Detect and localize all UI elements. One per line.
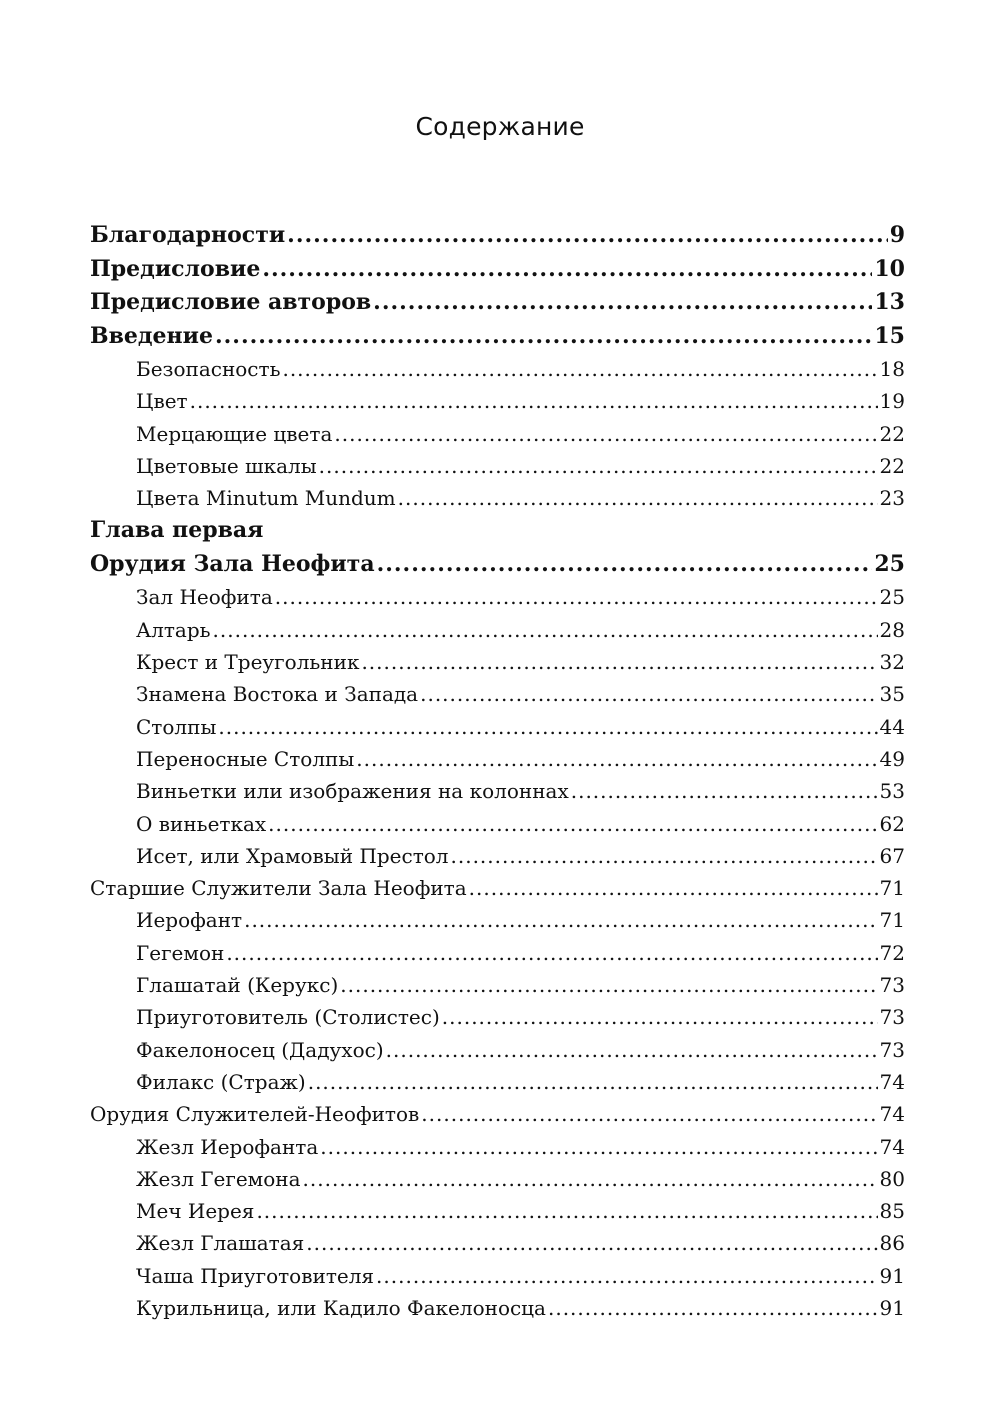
toc-entry-label: Жезл Иерофанта — [136, 1134, 319, 1159]
toc-entry[interactable] — [90, 937, 905, 969]
toc-dot-leader — [373, 286, 872, 320]
toc-entry-label: Курильница, или Кадило Факелоносца — [136, 1296, 546, 1321]
toc-entry-label: Жезл Глашатая — [136, 1231, 305, 1256]
toc-page-number: 22 — [879, 453, 905, 478]
toc-entry-label: Крест и Треугольник — [136, 650, 360, 675]
toc-entry-label: О виньетках — [136, 811, 267, 836]
toc-dot-leader — [256, 1195, 877, 1227]
toc-entry[interactable] — [90, 1098, 905, 1130]
toc-entry-label: Цвет — [136, 389, 188, 414]
toc-dot-leader — [190, 385, 878, 417]
toc-page-number: 80 — [879, 1166, 905, 1191]
toc-entry-label: Глава первая — [90, 517, 264, 544]
toc-dot-leader — [356, 743, 877, 775]
toc-entry-label: Зал Неофита — [136, 585, 273, 610]
toc-page-number: 28 — [879, 617, 905, 642]
toc-entry-label: Глашатай (Керукс) — [136, 973, 339, 998]
toc-entry[interactable] — [90, 808, 905, 840]
toc-page-number: 13 — [874, 289, 905, 315]
toc-page-number: 72 — [879, 940, 905, 965]
toc-dot-leader — [262, 253, 872, 287]
toc-entry-label: Жезл Гегемона — [136, 1166, 301, 1191]
toc-entry-label: Цвета Minutum Mundum — [136, 486, 396, 511]
toc-entry-label: Предисловие авторов — [90, 289, 372, 315]
toc-entry-label: Иерофант — [136, 908, 243, 933]
toc-page-number: 73 — [879, 1037, 905, 1062]
toc-dot-leader — [306, 1227, 877, 1259]
toc-entry-label: Старшие Служители Зала Неофита — [90, 876, 467, 901]
toc-dot-leader — [340, 969, 877, 1001]
toc-page-number: 35 — [879, 682, 905, 707]
toc-page-number: 9 — [889, 222, 905, 248]
toc-entry[interactable] — [90, 1227, 905, 1259]
toc-entry-label: Благодарности — [90, 222, 286, 248]
toc-entry[interactable] — [90, 548, 905, 582]
toc-dot-leader — [469, 872, 878, 904]
toc-entry[interactable] — [90, 1195, 905, 1227]
toc-dot-leader — [308, 1066, 878, 1098]
toc-dot-leader — [420, 678, 877, 710]
toc-entry[interactable] — [90, 1292, 905, 1324]
toc-page-number: 73 — [879, 973, 905, 998]
toc-entry-label: Орудия Зала Неофита — [90, 550, 375, 577]
toc-dot-leader — [268, 808, 877, 840]
toc-entry[interactable] — [90, 840, 905, 872]
toc-entry[interactable] — [90, 775, 905, 807]
toc-dot-leader — [377, 548, 873, 582]
toc-entry[interactable] — [90, 743, 905, 775]
toc-entry[interactable] — [90, 482, 905, 514]
toc-dot-leader — [319, 450, 878, 482]
toc-page-number: 74 — [879, 1069, 905, 1094]
toc-dot-leader — [386, 1034, 878, 1066]
toc-entry[interactable] — [90, 253, 905, 287]
toc-entry[interactable] — [90, 320, 905, 354]
toc-dot-leader — [303, 1163, 878, 1195]
toc-dot-leader — [213, 614, 878, 646]
toc-page-number: 71 — [879, 876, 905, 901]
toc-entry-label: Меч Иерея — [136, 1199, 255, 1224]
toc-page-number: 91 — [879, 1296, 905, 1321]
toc-entry-label: Предисловие — [90, 255, 261, 282]
toc-page-number: 74 — [879, 1102, 905, 1127]
toc-dot-leader — [215, 320, 872, 354]
toc-dot-leader — [218, 711, 877, 743]
toc-entry[interactable] — [90, 418, 905, 450]
toc-page-number: 67 — [879, 843, 905, 868]
toc-entry[interactable] — [90, 614, 905, 646]
toc-entry[interactable] — [90, 1260, 905, 1292]
toc-page-number: 71 — [879, 908, 905, 933]
toc-entry-label: Введение — [90, 322, 213, 349]
toc-entry-label: Виньетки или изображения на колоннах — [136, 779, 569, 804]
toc-entry[interactable] — [90, 678, 905, 710]
toc-entry[interactable] — [90, 969, 905, 1001]
toc-entry-label: Гегемон — [136, 940, 225, 965]
toc-dot-leader — [571, 775, 878, 807]
toc-page-number: 10 — [874, 255, 905, 282]
toc-page-number: 22 — [879, 421, 905, 446]
toc-entry-label: Филакс (Страж) — [136, 1069, 306, 1094]
toc-page-number: 62 — [879, 811, 905, 836]
toc-entry[interactable] — [90, 1131, 905, 1163]
toc-page-number: 18 — [879, 357, 905, 381]
toc-entry[interactable] — [90, 1001, 905, 1033]
toc-entry-label: Исет, или Храмовый Престол — [136, 843, 449, 868]
toc-entry-label: Факелоносец (Дадухос) — [136, 1037, 384, 1062]
toc-entry[interactable] — [90, 286, 905, 320]
toc-page-number: 25 — [879, 585, 905, 610]
toc-entry[interactable] — [90, 904, 905, 936]
toc-entry-label: Чаша Приуготовителя — [136, 1263, 375, 1288]
toc-page-number: 74 — [879, 1134, 905, 1159]
toc-page-number: 23 — [879, 486, 905, 511]
toc-entry-label: Цветовые шкалы — [136, 453, 317, 478]
toc-chapter-heading — [90, 514, 905, 548]
toc-entry-label: Знамена Востока и Запада — [136, 682, 419, 707]
toc-entry[interactable] — [90, 1163, 905, 1195]
toc-dot-leader — [421, 1098, 877, 1130]
page-title: Содержание — [415, 112, 585, 141]
toc-dot-leader — [451, 840, 878, 872]
toc-entry[interactable] — [90, 450, 905, 482]
toc-entry-label: Переносные Столпы — [136, 746, 355, 771]
toc-entry-label: Приуготовитель (Столистес) — [136, 1005, 440, 1030]
toc-entry[interactable] — [90, 646, 905, 678]
toc-page-number: 49 — [879, 746, 905, 771]
toc-page-number: 85 — [879, 1199, 905, 1224]
toc-entry[interactable] — [90, 353, 905, 385]
toc-entry[interactable] — [90, 1066, 905, 1098]
toc-entry-label: Столпы — [136, 714, 217, 739]
toc-page-number: 53 — [879, 779, 905, 804]
toc-page-number: 15 — [874, 322, 905, 349]
toc-page-number: 91 — [879, 1263, 905, 1288]
toc-entry-label: Безопасность — [136, 357, 281, 381]
toc-page-number: 86 — [879, 1231, 905, 1256]
toc-dot-leader — [244, 904, 877, 936]
toc-entry[interactable] — [90, 581, 905, 613]
toc-entry[interactable] — [90, 872, 905, 904]
toc-entry[interactable] — [90, 1034, 905, 1066]
toc-dot-leader — [376, 1260, 878, 1292]
toc-dot-leader — [334, 418, 877, 450]
toc-page-number: 44 — [879, 714, 905, 739]
toc-dot-leader — [287, 219, 888, 253]
toc-page-number: 32 — [879, 650, 905, 675]
toc-dot-leader — [548, 1292, 878, 1324]
toc-page-number: 25 — [874, 550, 905, 577]
toc-dot-leader — [442, 1001, 878, 1033]
toc-entry[interactable] — [90, 385, 905, 417]
toc-dot-leader — [275, 581, 878, 613]
toc-dot-leader — [282, 353, 877, 385]
toc-entry-label: Мерцающие цвета — [136, 421, 333, 446]
toc-page-number: 73 — [879, 1005, 905, 1030]
toc-page-number: 19 — [879, 389, 905, 414]
toc-dot-leader — [226, 937, 877, 969]
toc-dot-leader — [398, 482, 878, 514]
toc-entry[interactable] — [90, 711, 905, 743]
toc-entry[interactable] — [90, 219, 905, 253]
toc-entry-label: Орудия Служителей-Неофитов — [90, 1102, 420, 1127]
toc-dot-leader — [361, 646, 877, 678]
table-of-contents — [90, 219, 905, 1324]
toc-entry-label: Алтарь — [136, 617, 211, 642]
toc-dot-leader — [320, 1131, 877, 1163]
